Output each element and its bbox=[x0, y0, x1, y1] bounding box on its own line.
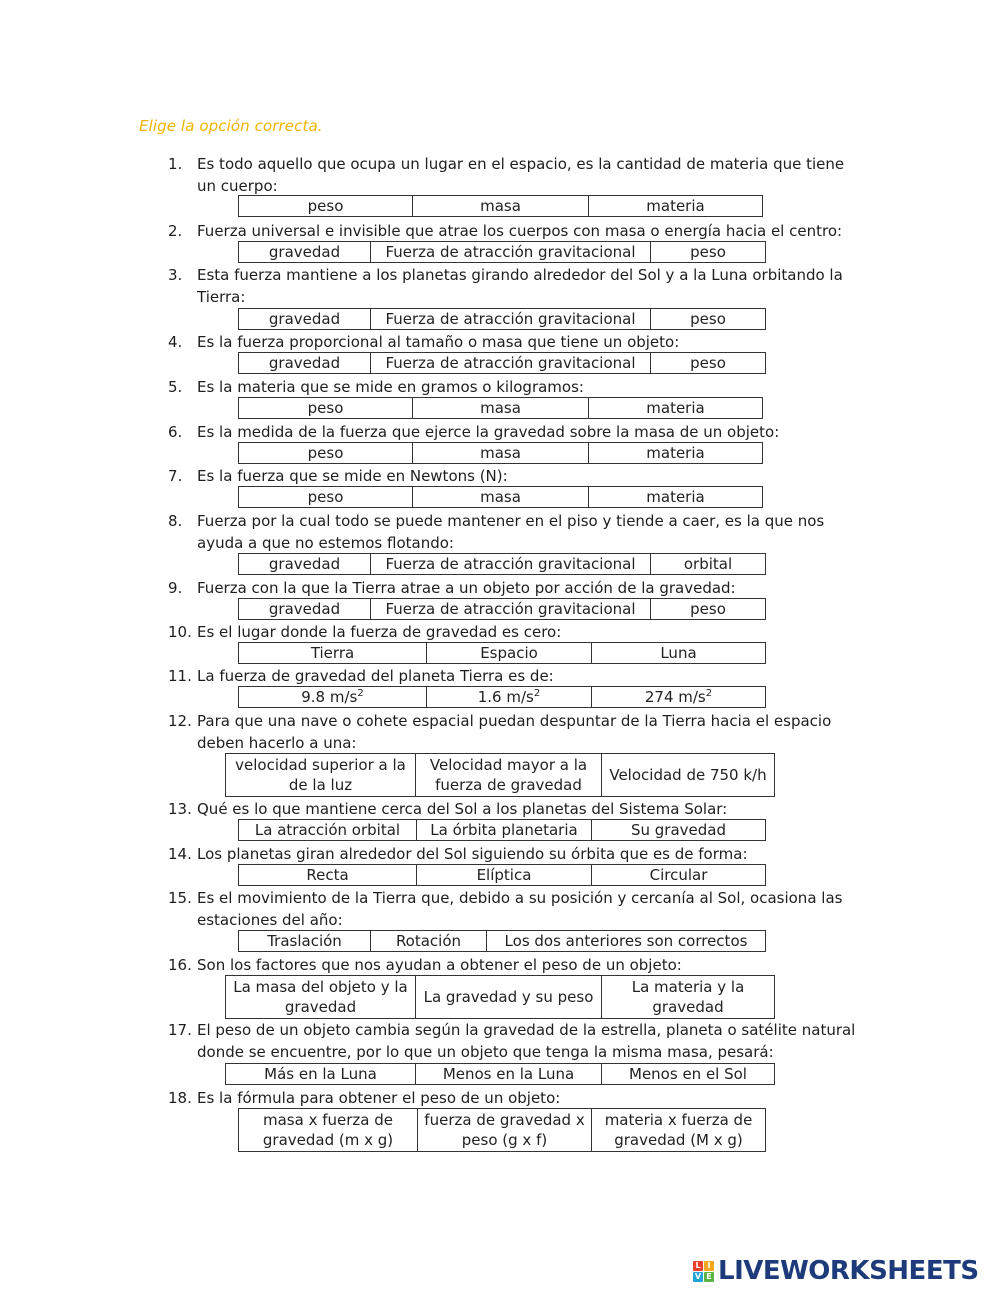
question-number: 18. bbox=[168, 1089, 192, 1107]
answer-option[interactable] bbox=[239, 865, 417, 886]
answer-options bbox=[238, 241, 766, 263]
answer-option-label: Velocidad de 750 k/h bbox=[609, 766, 767, 784]
answer-options bbox=[238, 864, 766, 886]
answer-option[interactable] bbox=[602, 976, 775, 1019]
answer-option-label: masa bbox=[480, 399, 521, 417]
answer-option[interactable] bbox=[371, 599, 651, 620]
unit-exponent: 2 bbox=[705, 688, 713, 699]
answer-options bbox=[238, 819, 766, 841]
answer-option-label: 9.8 m/s bbox=[301, 688, 358, 706]
logo-mark-icon bbox=[693, 1261, 714, 1282]
answer-option[interactable] bbox=[239, 554, 371, 575]
answer-option[interactable] bbox=[239, 242, 371, 263]
answer-option[interactable] bbox=[427, 643, 592, 664]
answer-option[interactable] bbox=[589, 487, 763, 508]
answer-option-label: gravedad bbox=[268, 310, 341, 328]
answer-option-label: Traslación bbox=[267, 932, 342, 950]
logo-mark-tile: V bbox=[694, 1271, 702, 1281]
question-number: 5. bbox=[168, 378, 183, 396]
answer-option-label: peso bbox=[690, 600, 726, 618]
answer-option-label: Espacio bbox=[480, 644, 538, 662]
question-text: Fuerza con la que la Tierra atrae a un objeto por acción de la gravedad: bbox=[197, 579, 736, 597]
answer-option-label: materia bbox=[646, 399, 705, 417]
question-number: 14. bbox=[168, 845, 192, 863]
answer-option[interactable] bbox=[416, 754, 602, 797]
answer-option-label: Más en la Luna bbox=[264, 1065, 377, 1083]
question-text: Es la medida de la fuerza que ejerce la gravedad sobre la masa de un objeto: bbox=[197, 423, 780, 441]
liveworksheets-logo bbox=[693, 1256, 979, 1286]
answer-option-label: gravedad bbox=[268, 354, 341, 372]
answer-option-label: fuerza de gravedad x peso (g x f) bbox=[424, 1111, 585, 1149]
answer-option[interactable] bbox=[371, 931, 487, 952]
answer-option[interactable] bbox=[589, 443, 763, 464]
answer-option[interactable] bbox=[651, 353, 766, 374]
answer-option-label: La masa del objeto y la gravedad bbox=[233, 978, 408, 1016]
answer-option[interactable] bbox=[427, 687, 592, 708]
question-text: Es la fuerza que se mide en Newtons (N): bbox=[197, 467, 508, 485]
question-number: 12. bbox=[168, 712, 192, 730]
answer-option[interactable] bbox=[226, 1064, 416, 1085]
answer-option-label: peso bbox=[690, 354, 726, 372]
answer-option[interactable] bbox=[487, 931, 766, 952]
answer-option[interactable] bbox=[239, 931, 371, 952]
answer-option-label: masa bbox=[480, 488, 521, 506]
answer-option[interactable] bbox=[413, 398, 589, 419]
answer-option[interactable] bbox=[226, 754, 416, 797]
answer-options bbox=[238, 553, 766, 575]
answer-option-label: Fuerza de atracción gravitacional bbox=[385, 600, 636, 618]
question-number: 7. bbox=[168, 467, 183, 485]
answer-option-label: 1.6 m/s bbox=[477, 688, 534, 706]
answer-option[interactable] bbox=[416, 1064, 602, 1085]
question-number: 11. bbox=[168, 667, 192, 685]
answer-option-label: Velocidad mayor a la fuerza de gravedad bbox=[429, 756, 588, 794]
unit-exponent: 2 bbox=[533, 688, 541, 699]
answer-option-label: Su gravedad bbox=[630, 821, 727, 839]
answer-option[interactable] bbox=[592, 643, 766, 664]
answer-option[interactable] bbox=[239, 487, 413, 508]
answer-option-label: La materia y la gravedad bbox=[631, 978, 745, 1016]
answer-option[interactable] bbox=[592, 820, 766, 841]
question-text: El peso de un objeto cambia según la gravedad de la estrella, planeta o satélite natural donde se encuentre, por lo que un objeto que tenga la misma masa, pesará: bbox=[197, 1021, 856, 1061]
answer-option[interactable] bbox=[417, 820, 592, 841]
answer-option[interactable] bbox=[371, 309, 651, 330]
answer-option-label: peso bbox=[690, 310, 726, 328]
question-number: 4. bbox=[168, 333, 183, 351]
question-number: 13. bbox=[168, 800, 192, 818]
answer-option[interactable] bbox=[651, 599, 766, 620]
answer-option-label: Tierra bbox=[310, 644, 355, 662]
unit-exponent: 2 bbox=[357, 688, 364, 699]
answer-option-label: gravedad bbox=[268, 243, 341, 261]
answer-option-label: velocidad superior a la de la luz bbox=[235, 756, 406, 794]
answer-option-label: Fuerza de atracción gravitacional bbox=[385, 555, 636, 573]
answer-option[interactable] bbox=[413, 196, 589, 217]
question-text: La fuerza de gravedad del planeta Tierra es de: bbox=[197, 667, 554, 685]
question-text: Es el lugar donde la fuerza de gravedad es cero: bbox=[197, 623, 562, 641]
answer-option[interactable] bbox=[592, 687, 766, 708]
answer-options bbox=[238, 930, 766, 952]
question-text: Fuerza por la cual todo se puede mantener en el piso y tiende a caer, es la que nos ayuda a que no estemos flotando: bbox=[197, 512, 825, 552]
answer-option-label: peso bbox=[307, 444, 344, 462]
answer-option-label: Elíptica bbox=[476, 866, 532, 884]
answer-option[interactable] bbox=[651, 309, 766, 330]
answer-option-label: Fuerza de atracción gravitacional bbox=[385, 310, 636, 328]
answer-option-label: Menos en el Sol bbox=[629, 1065, 747, 1083]
question-text: Es la materia que se mide en gramos o kilogramos: bbox=[197, 378, 584, 396]
answer-option[interactable] bbox=[371, 353, 651, 374]
logo-mark-tile: L bbox=[693, 1261, 703, 1271]
answer-option-label: materia bbox=[646, 488, 705, 506]
answer-options bbox=[238, 397, 763, 419]
answer-options bbox=[238, 686, 766, 708]
answer-option[interactable] bbox=[239, 196, 413, 217]
answer-option[interactable] bbox=[416, 976, 602, 1019]
answer-options bbox=[225, 753, 775, 797]
answer-option[interactable] bbox=[589, 398, 763, 419]
answer-option-label: materia bbox=[646, 197, 705, 215]
question-text: Qué es lo que mantiene cerca del Sol a los planetas del Sistema Solar: bbox=[197, 800, 728, 818]
question-text: Es el movimiento de la Tierra que, debido a su posición y cercanía al Sol, ocasiona las estaciones del año: bbox=[197, 889, 843, 929]
answer-option[interactable] bbox=[589, 196, 763, 217]
answer-option-label: La órbita planetaria bbox=[430, 821, 578, 839]
question-number: 8. bbox=[168, 512, 183, 530]
answer-options bbox=[238, 642, 766, 664]
answer-option[interactable] bbox=[239, 353, 371, 374]
answer-options bbox=[238, 352, 766, 374]
answer-option[interactable] bbox=[239, 309, 371, 330]
question-text: Para que una nave o cohete espacial puedan despuntar de la Tierra hacia el espacio deben hacerlo a una: bbox=[197, 712, 832, 752]
answer-option-label: peso bbox=[690, 243, 726, 261]
answer-option[interactable] bbox=[239, 398, 413, 419]
answer-option-label: gravedad bbox=[268, 555, 341, 573]
answer-option-label: Los dos anteriores son correctos bbox=[504, 932, 748, 950]
answer-option-label: Rotación bbox=[395, 932, 462, 950]
answer-option-label: materia x fuerza de gravedad (M x g) bbox=[604, 1111, 753, 1149]
answer-options bbox=[238, 195, 763, 217]
answer-option-label: Circular bbox=[649, 866, 708, 884]
answer-option-label: orbital bbox=[683, 555, 733, 573]
question-number: 3. bbox=[168, 266, 183, 284]
question-number: 9. bbox=[168, 579, 183, 597]
answer-option-label: materia bbox=[646, 444, 705, 462]
answer-options bbox=[238, 442, 763, 464]
answer-option-label: masa bbox=[480, 444, 521, 462]
answer-options bbox=[238, 486, 763, 508]
answer-option[interactable] bbox=[371, 554, 651, 575]
question-text: Es la fórmula para obtener el peso de un objeto: bbox=[197, 1089, 561, 1107]
answer-options bbox=[225, 1063, 775, 1085]
answer-option[interactable] bbox=[413, 487, 589, 508]
answer-option-label: Luna bbox=[660, 644, 697, 662]
question-text: Es la fuerza proporcional al tamaño o masa que tiene un objeto: bbox=[197, 333, 680, 351]
answer-options bbox=[238, 598, 766, 620]
answer-option-label: La gravedad y su peso bbox=[423, 988, 594, 1006]
answer-option-label: Fuerza de atracción gravitacional bbox=[385, 243, 636, 261]
answer-options bbox=[238, 308, 766, 330]
answer-option-label: 274 m/s bbox=[644, 688, 706, 706]
answer-option-label: gravedad bbox=[268, 600, 341, 618]
answer-option[interactable] bbox=[602, 754, 775, 797]
answer-option[interactable] bbox=[239, 643, 427, 664]
logo-mark-tile: E bbox=[704, 1272, 714, 1282]
answer-option[interactable] bbox=[239, 687, 427, 708]
answer-option[interactable] bbox=[592, 865, 766, 886]
answer-option-label: peso bbox=[307, 399, 344, 417]
answer-option[interactable] bbox=[651, 554, 766, 575]
answer-option[interactable] bbox=[592, 1109, 766, 1152]
logo-text: LIVEWORKSHEETS bbox=[718, 1256, 979, 1286]
question-text: Los planetas giran alrededor del Sol siguiendo su órbita que es de forma: bbox=[197, 845, 748, 863]
question-text: Son los factores que nos ayudan a obtener el peso de un objeto: bbox=[197, 956, 682, 974]
answer-option[interactable] bbox=[418, 1109, 592, 1152]
question-number: 2. bbox=[168, 222, 183, 240]
answer-option-label: Fuerza de atracción gravitacional bbox=[385, 354, 636, 372]
question-number: 17. bbox=[168, 1021, 192, 1039]
answer-option-label: Menos en la Luna bbox=[442, 1065, 575, 1083]
answer-option[interactable] bbox=[239, 443, 413, 464]
answer-option[interactable] bbox=[239, 820, 417, 841]
answer-options bbox=[225, 975, 775, 1019]
answer-option-label: masa bbox=[480, 197, 521, 215]
logo-mark-tile: I bbox=[704, 1261, 714, 1271]
answer-option-label: peso bbox=[307, 197, 344, 215]
answer-option[interactable] bbox=[413, 443, 589, 464]
question-number: 10. bbox=[168, 623, 192, 641]
answer-option[interactable] bbox=[239, 1109, 418, 1152]
answer-option-label: masa x fuerza de gravedad (m x g) bbox=[262, 1111, 394, 1149]
instruction-heading: Elige la opción correcta. bbox=[139, 117, 323, 135]
answer-option[interactable] bbox=[226, 976, 416, 1019]
question-text: Esta fuerza mantiene a los planetas girando alrededor del Sol y a la Luna orbitando la Tierra: bbox=[197, 266, 843, 306]
answer-option[interactable] bbox=[417, 865, 592, 886]
answer-options bbox=[238, 1108, 766, 1152]
answer-option-label: La atracción orbital bbox=[254, 821, 401, 839]
answer-option[interactable] bbox=[651, 242, 766, 263]
answer-option[interactable] bbox=[239, 599, 371, 620]
question-number: 1. bbox=[168, 155, 183, 173]
question-number: 6. bbox=[168, 423, 183, 441]
question-text: Fuerza universal e invisible que atrae los cuerpos con masa o energía hacia el centro: bbox=[197, 222, 843, 240]
question-number: 16. bbox=[168, 956, 192, 974]
question-number: 15. bbox=[168, 889, 192, 907]
question-text: Es todo aquello que ocupa un lugar en el espacio, es la cantidad de materia que tiene un cuerpo: bbox=[197, 155, 845, 195]
answer-option[interactable] bbox=[602, 1064, 775, 1085]
answer-option[interactable] bbox=[371, 242, 651, 263]
answer-option-label: Recta bbox=[306, 866, 349, 884]
answer-option-label: peso bbox=[307, 488, 344, 506]
